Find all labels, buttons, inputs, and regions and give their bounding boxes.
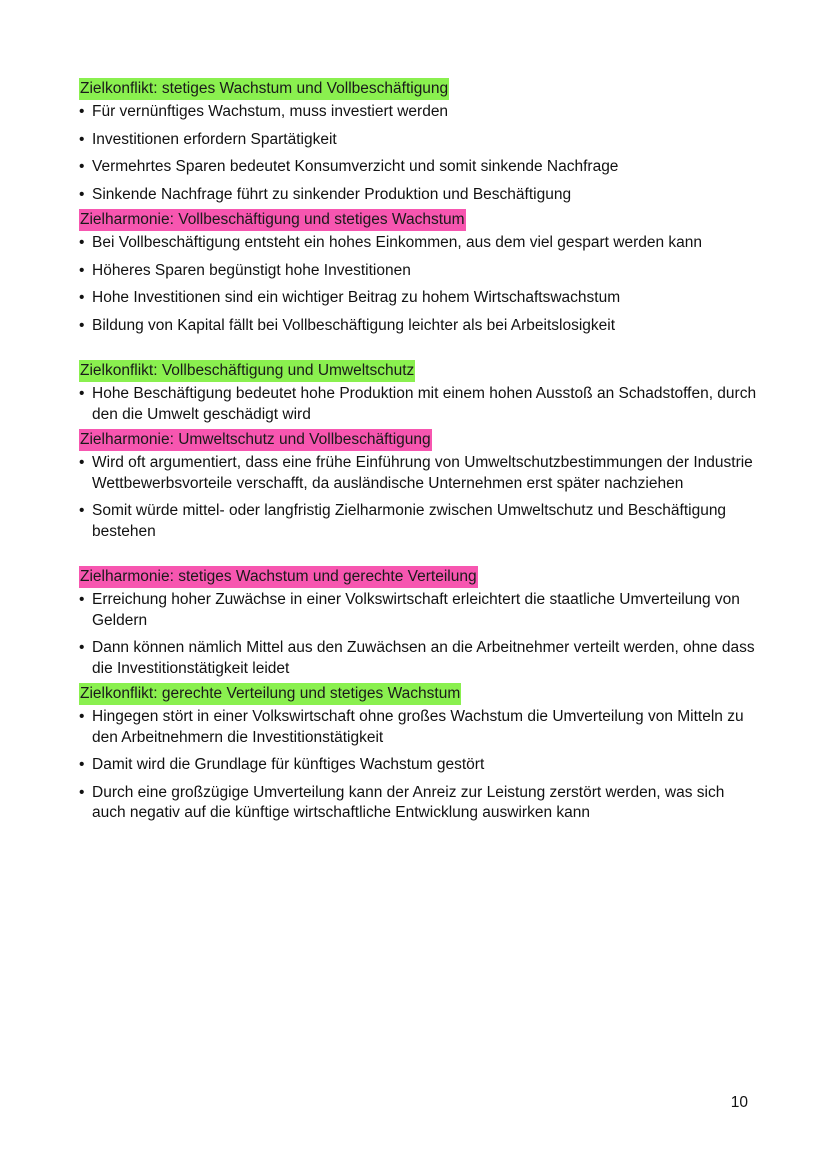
bullet-icon: • (79, 591, 85, 608)
bullet-item (79, 233, 759, 254)
section-heading: Zielkonflikt: gerechte Verteilung und stetiges Wachstum (79, 683, 461, 705)
bullet-icon: • (79, 158, 85, 175)
section-heading: Zielkonflikt: stetiges Wachstum und Vollbeschäftigung (79, 78, 449, 100)
bullet-icon: • (79, 130, 85, 148)
bullet-text: Hingegen stört in einer Volkswirtschaft ohne großes Wachstum die Umverteilung von Mitteln zu den Arbeitnehmern die Investitionstätigkeit (92, 708, 744, 746)
section-wachstum-vollbeschaeftigung-konflikt (79, 78, 759, 205)
bullet-text: Durch eine großzügige Umverteilung kann der Anreiz zur Leistung zerstört werden, was sich auch negativ auf die künftige wirtschaftliche Entwicklung auswirken kann (92, 783, 725, 821)
bullet-list (79, 102, 759, 205)
section-heading: Zielharmonie: Vollbeschäftigung und stetiges Wachstum (79, 209, 466, 231)
bullet-icon: • (79, 316, 85, 334)
bullet-icon: • (79, 261, 85, 279)
bullet-item (79, 157, 759, 178)
page-number: 10 (730, 1094, 748, 1111)
bullet-icon: • (79, 502, 85, 519)
section-heading: Zielharmonie: Umweltschutz und Vollbeschäftigung (79, 429, 432, 451)
bullet-text: Für vernünftiges Wachstum, muss investiert werden (92, 103, 449, 120)
bullet-text: Investitionen erfordern Spartätigkeit (92, 130, 337, 148)
bullet-item (79, 384, 759, 425)
bullet-item (79, 130, 759, 151)
bullet-icon: • (79, 103, 85, 120)
section-vollbeschaeftigung-wachstum-harmonie (79, 209, 759, 336)
bullet-icon: • (79, 783, 85, 801)
section-heading: Zielkonflikt: Vollbeschäftigung und Umweltschutz (79, 360, 415, 382)
bullet-item (79, 590, 759, 631)
bullet-icon: • (79, 756, 85, 773)
bullet-text: Somit würde mittel- oder langfristig Zielharmonie zwischen Umweltschutz und Beschäftigung bestehen (92, 502, 727, 540)
bullet-text: Wird oft argumentiert, dass eine frühe Einführung von Umweltschutzbestimmungen der Industrie Wettbewerbsvorteile verschafft, da ausländische Unternehmen erst später nachziehen (92, 454, 753, 492)
bullet-text: Damit wird die Grundlage für künftiges Wachstum gestört (92, 756, 485, 773)
section-vollbeschaeftigung-umweltschutz-konflikt (79, 360, 759, 425)
bullet-text: Bei Vollbeschäftigung entsteht ein hohes Einkommen, aus dem viel gespart werden kann (92, 234, 703, 251)
bullet-icon: • (79, 639, 85, 656)
document-page (79, 78, 759, 828)
bullet-item (79, 185, 759, 206)
bullet-item (79, 453, 759, 494)
bullet-list (79, 707, 759, 824)
bullet-text: Höheres Sparen begünstigt hohe Investitionen (92, 261, 411, 279)
bullet-text: Hohe Investitionen sind ein wichtiger Beitrag zu hohem Wirtschaftswachstum (92, 289, 621, 306)
bullet-item (79, 638, 759, 679)
bullet-text: Dann können nämlich Mittel aus den Zuwächsen an die Arbeitnehmer verteilt werden, ohne dass die Investitionstätigkeit leidet (92, 639, 755, 677)
bullet-item (79, 288, 759, 309)
bullet-item (79, 755, 759, 776)
bullet-list (79, 590, 759, 679)
bullet-item (79, 261, 759, 282)
bullet-text: Vermehrtes Sparen bedeutet Konsumverzicht und somit sinkende Nachfrage (92, 158, 619, 175)
section-heading: Zielharmonie: stetiges Wachstum und gerechte Verteilung (79, 566, 478, 588)
bullet-list (79, 453, 759, 542)
bullet-icon: • (79, 234, 85, 251)
bullet-icon: • (79, 708, 85, 725)
section-umweltschutz-vollbeschaeftigung-harmonie (79, 429, 759, 542)
bullet-item (79, 501, 759, 542)
bullet-item (79, 783, 759, 824)
bullet-text: Sinkende Nachfrage führt zu sinkender Produktion und Beschäftigung (92, 185, 572, 203)
section-wachstum-verteilung-harmonie (79, 566, 759, 679)
bullet-list (79, 233, 759, 336)
bullet-item (79, 102, 759, 123)
bullet-text: Erreichung hoher Zuwächse in einer Volkswirtschaft erleichtert die staatliche Umverteilung von Geldern (92, 591, 740, 629)
section-verteilung-wachstum-konflikt (79, 683, 759, 824)
bullet-list (79, 384, 759, 425)
bullet-icon: • (79, 185, 85, 203)
bullet-icon: • (79, 385, 85, 402)
bullet-item (79, 707, 759, 748)
bullet-icon: • (79, 454, 85, 471)
bullet-item (79, 316, 759, 337)
bullet-icon: • (79, 289, 85, 306)
bullet-text: Bildung von Kapital fällt bei Vollbeschäftigung leichter als bei Arbeitslosigkeit (92, 316, 616, 334)
bullet-text: Hohe Beschäftigung bedeutet hohe Produktion mit einem hohen Ausstoß an Schadstoffen, durch den die Umwelt geschädigt wird (92, 385, 757, 423)
